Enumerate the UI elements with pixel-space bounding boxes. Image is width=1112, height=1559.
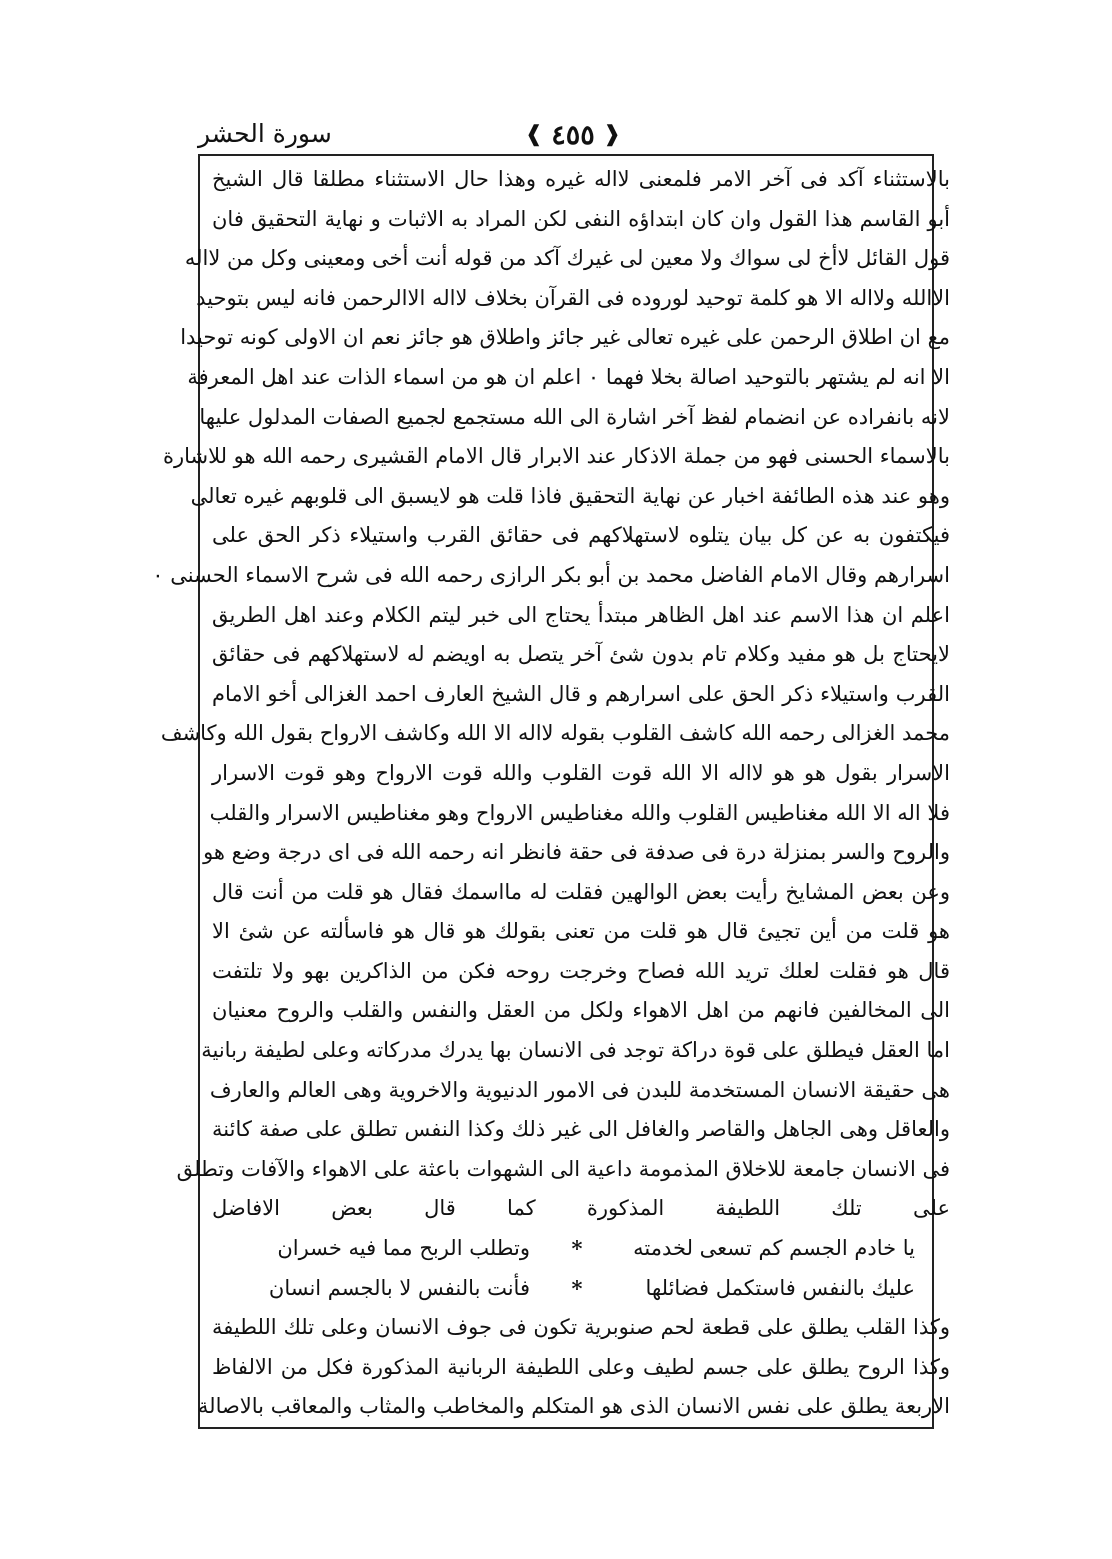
text-line: الى المخالفين فانهم من اهل الاهواء ولكل من العقل والنفس والقلب والروح معنيان <box>212 998 950 1023</box>
text-line: والعاقل وهى الجاهل والقاصر والغافل الى غير ذلك وكذا النفس تطلق على صفة كائنة <box>212 1117 950 1142</box>
text-line: مع ان اطلاق الرحمن على غيره تعالى غير جائز واطلاق هو جائز نعم ان الاولى كونه توحيدا <box>180 325 950 350</box>
text-line: الاسرار بقول هو هو لااله الا الله قوت القلوب والله قوت الارواح وهو قوت الاسرار <box>212 760 950 785</box>
ornament-left-icon: ❰ <box>524 122 544 147</box>
text-line: اعلم ان هذا الاسم عند اهل الظاهر مبتدأ يحتاج الى خبر ليتم الكلام وعند اهل الطريق <box>212 602 950 627</box>
text-line: قول القائل لاأخ لى سواك ولا معين لى غيرك آكد من قوله أنت أخى ومعينى وكل من لااله <box>184 246 950 271</box>
text-line: هى حقيقة الانسان المستخدمة للبدن فى الامور الدنيوية والاخروية وهى العالم والعارف <box>209 1077 950 1102</box>
text-line: وهو عند هذه الطائفة اخبار عن نهاية التحقيق فاذا قلت هو لايسبق الى قلوبهم غيره تعالى <box>190 483 950 508</box>
verse-second-hemistich: فأنت بالنفس لا بالجسم انسان <box>268 1275 530 1300</box>
text-line: بالاستثناء آكد فى آخر الامر فلمعنى لااله غيره وهذا حال الاستثناء مطلقا قال الشيخ <box>212 167 950 191</box>
text-line: الاربعة يطلق على نفس الانسان الذى هو المتكلم والمخاطب والمثاب والمعاقب بالاصالة <box>197 1394 950 1419</box>
verse-row <box>212 1229 950 1269</box>
verse-first-hemistich: يا خادم الجسم كم تسعى لخدمته <box>633 1236 915 1261</box>
text-line: أبو القاسم هذا القول وان كان ابتداؤه النفى لكن المراد به الاثبات و نهاية التحقيق فان <box>212 206 950 231</box>
text-line: قال هو فقلت لعلك تريد الله فصاح وخرجت روحه فكن من الذاكرين بهو ولا تلتفت <box>212 958 950 983</box>
text-line: الا انه لم يشتهر بالتوحيد اصالة بخلا فهما ٠ اعلم ان هو من اسماء الذات عند اهل المعرفة <box>187 364 950 389</box>
text-line: الاالله ولااله الا هو كلمة توحيد لوروده فى القرآن بخلاف لااله الاالرحمن فانه ليس بتوحيد <box>196 285 950 310</box>
text-line: اسرارهم وقال الامام الفاضل محمد بن أبو بكر الرازى رحمه الله فى شرح الاسماء الحسنى ٠ <box>152 562 950 587</box>
text-line: محمد الغزالى رحمه الله كاشف القلوب بقوله لااله الا الله وكاشف الارواح بقول الله وكاشف <box>160 721 950 746</box>
verse-separator-icon: * <box>571 1236 583 1262</box>
page-body <box>152 160 950 1427</box>
main-text-block <box>152 160 950 1229</box>
page-number: ٤٥٥ <box>551 119 595 151</box>
verse-separator-icon: * <box>571 1275 583 1301</box>
text-line: القرب واستيلاء ذكر الحق على اسرارهم و قال الشيخ العارف احمد الغزالى أخو الامام <box>212 681 950 706</box>
text-line: هو قلت من أين تجيئ قال هو قلت من تعنى بقولك هو قال هو فاسألته عن شئ الا <box>212 919 950 944</box>
text-line: لايحتاج بل هو مفيد وكلام تام بدون شئ آخر يتصل به اويضم له لاستهلاكهم فى حقائق <box>212 642 950 667</box>
closing-text-block <box>197 1308 950 1427</box>
text-line: وكذا القلب يطلق على قطعة لحم صنوبرية تكون فى جوف الانسان وعلى تلك اللطيفة <box>212 1315 950 1340</box>
text-line: وعن بعض المشايخ رأيت بعض الوالهين فقلت له مااسمك فقال هو قلت من أنت قال <box>212 879 950 904</box>
page-number-cartouche <box>498 117 648 153</box>
text-line: وكذا الروح يطلق على جسم لطيف وعلى اللطيفة الربانية المذكورة فكل من الالفاظ <box>212 1354 950 1379</box>
page-header <box>198 117 936 153</box>
ornament-right-icon: ❱ <box>602 122 622 147</box>
text-line: بالاسماء الحسنى فهو من جملة الاذكار عند الابرار قال الامام القشيرى رحمه الله هو للاشارة <box>162 444 950 469</box>
text-line: فى الانسان جامعة للاخلاق المذمومة داعية الى الشهوات باعثة على الاهواء والآفات وتطلق <box>176 1156 950 1181</box>
verse-second-hemistich: وتطلب الربح مما فيه خسران <box>277 1236 530 1261</box>
poem-verses <box>212 1229 950 1308</box>
surah-title: سورة الحشر <box>198 119 332 148</box>
text-line: فلا اله الا الله مغناطيس القلوب والله مغناطيس الارواح وهو مغناطيس الاسرار والقلب <box>209 800 950 825</box>
text-line: فيكتفون به عن كل بيان يتلوه لاستهلاكهم فى حقائق القرب واستيلاء ذكر الحق على <box>212 523 950 548</box>
verse-first-hemistich: عليك بالنفس فاستكمل فضائلها <box>645 1275 915 1300</box>
text-line: على تلك اللطيفة المذكورة كما قال بعض الافاضل <box>212 1196 950 1221</box>
verse-row <box>212 1269 950 1309</box>
text-line: لانه بانفراده عن انضمام لفظ آخر اشارة الى الله مستجمع لجميع الصفات المدلول عليها <box>199 404 950 429</box>
text-line: والروح والسر بمنزلة درة فى صدفة فى حقة فانظر انه رحمه الله فى اى درجة وضع هو <box>203 840 950 865</box>
text-line: اما العقل فيطلق على قوة دراكة توجد فى الانسان بها يدرك مدركاته وعلى لطيفة ربانية <box>201 1038 950 1063</box>
